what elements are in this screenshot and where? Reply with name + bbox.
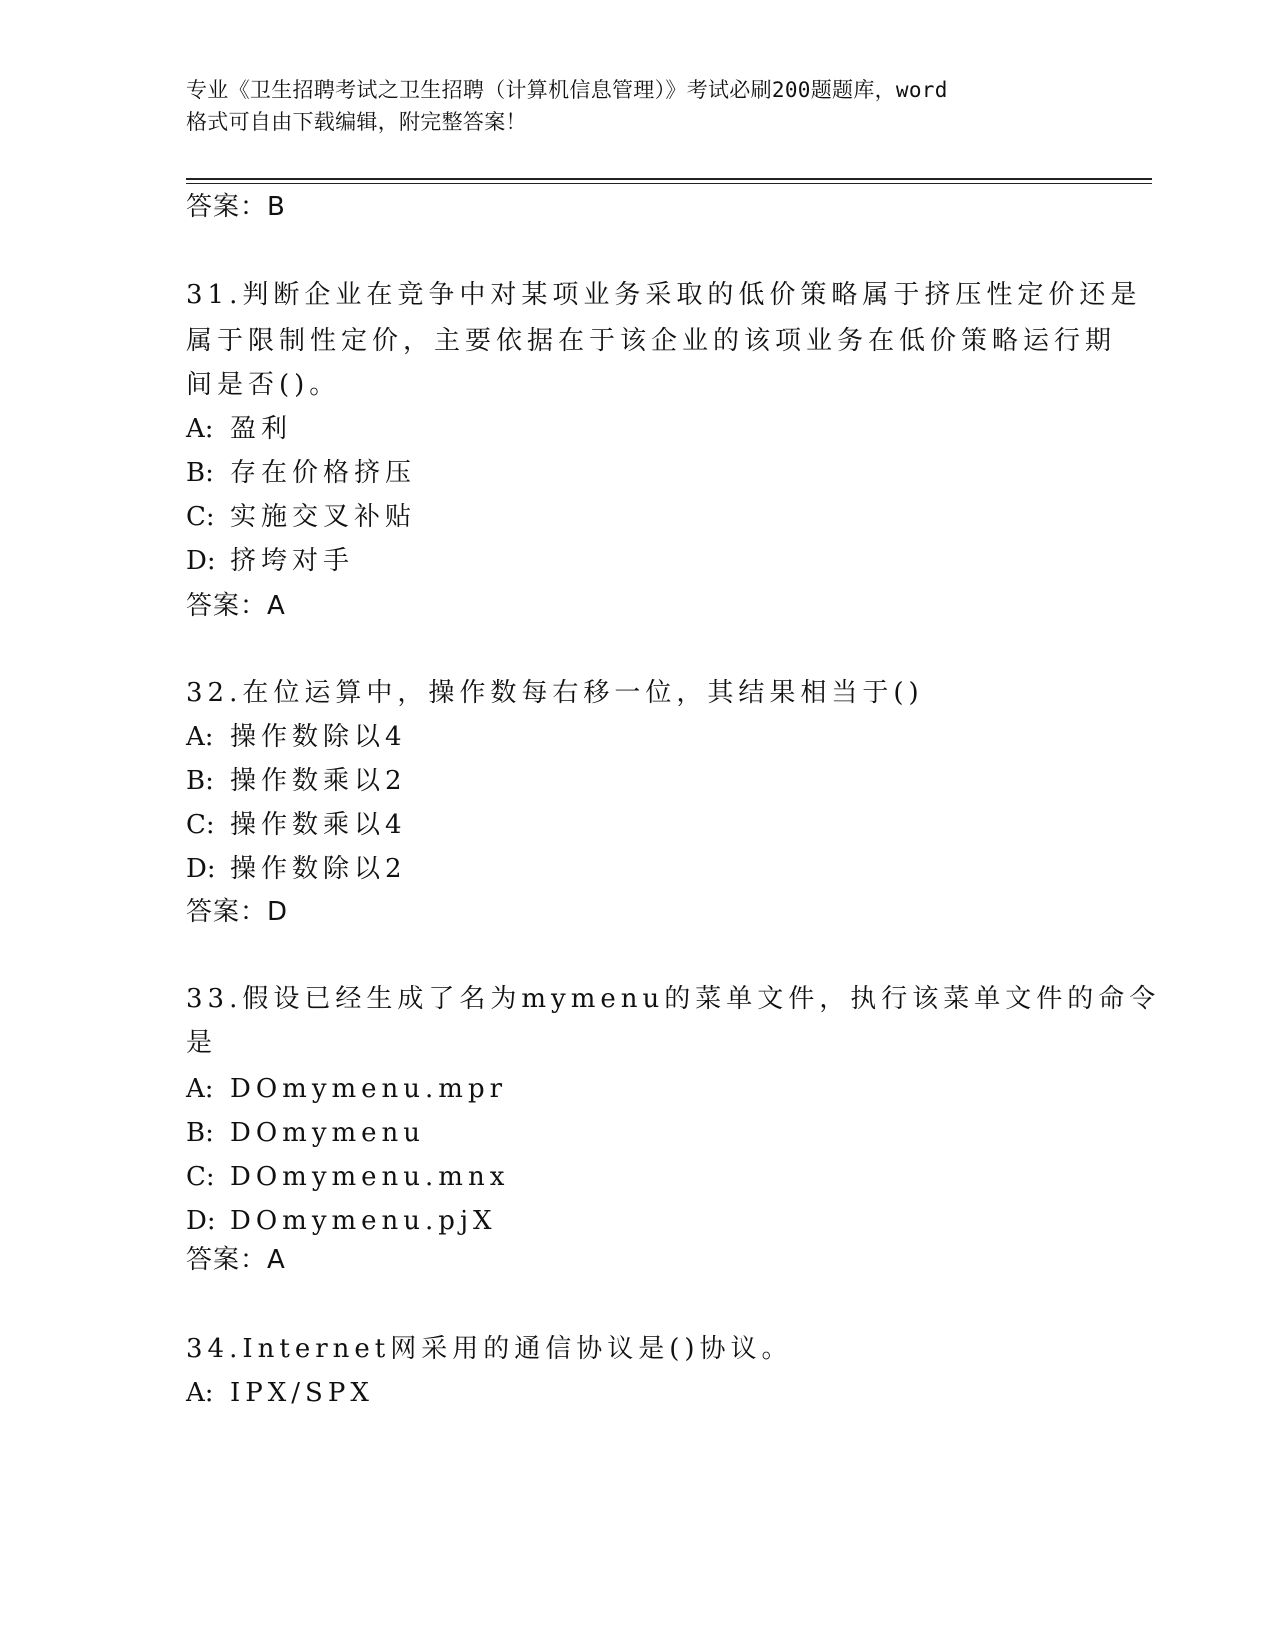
question-31-option-d [186, 538, 354, 584]
option-letter: D: [186, 546, 216, 576]
option-letter: D: [186, 1206, 216, 1236]
option-letter: C: [186, 1162, 215, 1192]
question-33-option-c [186, 1154, 509, 1200]
question-31-option-c [186, 494, 416, 540]
question-32-option-d [186, 846, 407, 892]
question-31-line-2: 属于限制性定价，主要依据在于该企业的该项业务在低价策略运行期 [186, 326, 1117, 356]
question-33-line-1: 33.假设已经生成了名为mymenu的菜单文件，执行该菜单文件的命令 [186, 984, 1161, 1014]
option-text: DOmymenu.pjX [230, 1206, 497, 1236]
option-text: 操作数除以4 [230, 722, 407, 752]
question-34-line-1: 34.Internet网采用的通信协议是()协议。 [186, 1334, 793, 1364]
option-letter: A: [186, 414, 214, 444]
option-text: 盈利 [230, 414, 293, 444]
option-text: 操作数除以2 [230, 854, 407, 884]
option-letter: C: [186, 810, 215, 840]
question-33-line-2: 是 [186, 1028, 218, 1058]
option-text: DOmymenu.mpr [230, 1074, 508, 1104]
option-text: 挤垮对手 [230, 546, 355, 576]
option-letter: B: [186, 458, 214, 488]
question-32-answer: 答案：D [186, 897, 289, 927]
question-31-option-a [186, 406, 292, 452]
option-letter: C: [186, 502, 215, 532]
question-31-option-b [186, 450, 416, 496]
document-header [186, 74, 1086, 138]
question-31-line-1: 31.判断企业在竞争中对某项业务采取的低价策略属于挤压性定价还是 [186, 280, 1142, 310]
question-33-option-b [186, 1110, 425, 1156]
header-divider-thin [186, 183, 1152, 184]
option-letter: D: [186, 854, 216, 884]
question-32-option-b [186, 758, 407, 804]
header-line-1: 专业《卫生招聘考试之卫生招聘（计算机信息管理）》考试必刷200题题库，word [186, 78, 948, 102]
question-33-option-a [186, 1066, 507, 1112]
question-33-answer: 答案：A [186, 1245, 286, 1275]
question-32-option-a [186, 714, 407, 760]
option-text: 操作数乘以2 [230, 766, 407, 796]
option-text: 存在价格挤压 [230, 458, 417, 488]
option-letter: A: [186, 722, 214, 752]
option-text: DOmymenu.mnx [230, 1162, 510, 1192]
question-32-option-c [186, 802, 407, 848]
option-letter: B: [186, 1118, 214, 1148]
answer-previous: 答案：B [186, 192, 286, 222]
question-31-line-3: 间是否()。 [186, 370, 341, 400]
option-letter: A: [186, 1378, 214, 1408]
header-line-2: 格式可自由下载编辑，附完整答案！ [186, 110, 527, 134]
option-text: DOmymenu [230, 1118, 426, 1148]
question-34-option-a [186, 1370, 374, 1416]
header-divider-thick [186, 178, 1152, 180]
question-33-option-d [186, 1198, 497, 1244]
question-31-answer: 答案：A [186, 591, 286, 621]
option-text: 操作数乘以4 [230, 810, 407, 840]
question-32-line-1: 32.在位运算中，操作数每右移一位，其结果相当于() [186, 678, 924, 708]
option-letter: A: [186, 1074, 214, 1104]
option-letter: B: [186, 766, 214, 796]
option-text: 实施交叉补贴 [230, 502, 417, 532]
option-text: IPX/SPX [230, 1378, 374, 1408]
